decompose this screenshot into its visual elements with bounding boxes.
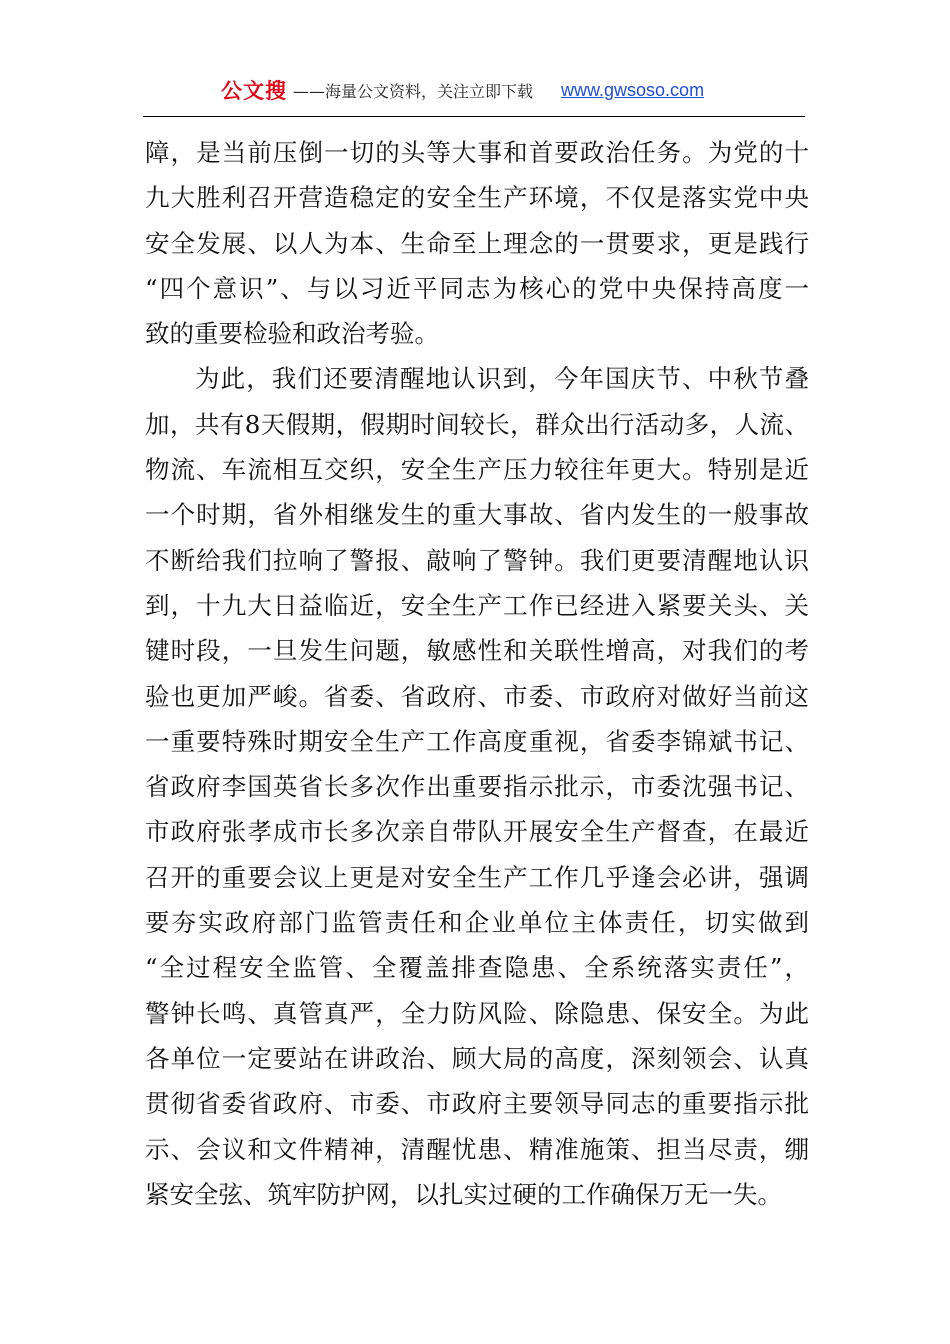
- text-line: 一重要特殊时期安全生产工作高度重视，省委李锦斌书记、: [145, 726, 809, 756]
- text-line: 键时段，一旦发生问题，敏感性和关联性增高，对我们的考: [145, 636, 809, 666]
- paragraph-first-line: 为此，我们还要清醒地认识到，今年国庆节、中秋节叠: [195, 364, 809, 394]
- text-line: 物流、车流相互交织，安全生产压力较往年更大。特别是近: [145, 455, 809, 485]
- text-line: 障，是当前压倒一切的头等大事和首要政治任务。为党的十: [145, 138, 809, 167]
- document-body: [145, 130, 809, 1217]
- text-line: “四个意识”、与以习近平同志为核心的党中央保持高度一: [145, 273, 809, 303]
- text-line: 一个时期，省外相继发生的重大事故、省内发生的一般事故: [145, 500, 809, 530]
- text-line: 示、会议和文件精神，清醒忧患、精准施策、担当尽责，绷: [145, 1134, 809, 1164]
- text-line: 验也更加严峻。省委、省政府、市委、市政府对做好当前这: [145, 681, 809, 711]
- header-tagline: ——海量公文资料，关注立即下载: [293, 81, 534, 101]
- text-line: 紧安全弦、筑牢防护网，以扎实过硬的工作确保万无一失。: [145, 1179, 782, 1209]
- text-line: “全过程安全监管、全覆盖排查隐患、全系统落实责任”，: [145, 953, 809, 983]
- text-line: 要夯实政府部门监管责任和企业单位主体责任，切实做到: [145, 908, 809, 938]
- text-line: 各单位一定要站在讲政治、顾大局的高度，深刻领会、认真: [145, 1043, 809, 1073]
- header-divider: [143, 116, 805, 117]
- text-line: 不断给我们拉响了警报、敲响了警钟。我们更要清醒地认识: [145, 545, 809, 575]
- text-line: 贯彻省委省政府、市委、市政府主要领导同志的重要指示批: [145, 1089, 809, 1119]
- text-line: 加，共有8天假期，假期时间较长，群众出行活动多，人流、: [145, 409, 809, 439]
- text-line: 致的重要检验和政治考验。: [145, 319, 439, 349]
- text-line: 九大胜利召开营造稳定的安全生产环境，不仅是落实党中央: [145, 183, 809, 213]
- text-line: 市政府张孝成市长多次亲自带队开展安全生产督查，在最近: [145, 817, 809, 847]
- brand-logo-text: 公文搜: [221, 79, 287, 103]
- page-header: [143, 72, 805, 108]
- text-line: 安全发展、以人为本、生命至上理念的一贯要求，更是践行: [145, 228, 809, 258]
- website-link[interactable]: www.gwsoso.com: [561, 79, 705, 100]
- text-line: 警钟长鸣、真管真严，全力防风险、除隐患、保安全。为此: [145, 998, 809, 1028]
- text-line: 到，十九大日益临近，安全生产工作已经进入紧要关头、关: [145, 590, 809, 620]
- text-line: 召开的重要会议上更是对安全生产工作几乎逢会必讲，强调: [145, 862, 809, 892]
- text-line: 省政府李国英省长多次作出重要指示批示，市委沈强书记、: [145, 772, 809, 802]
